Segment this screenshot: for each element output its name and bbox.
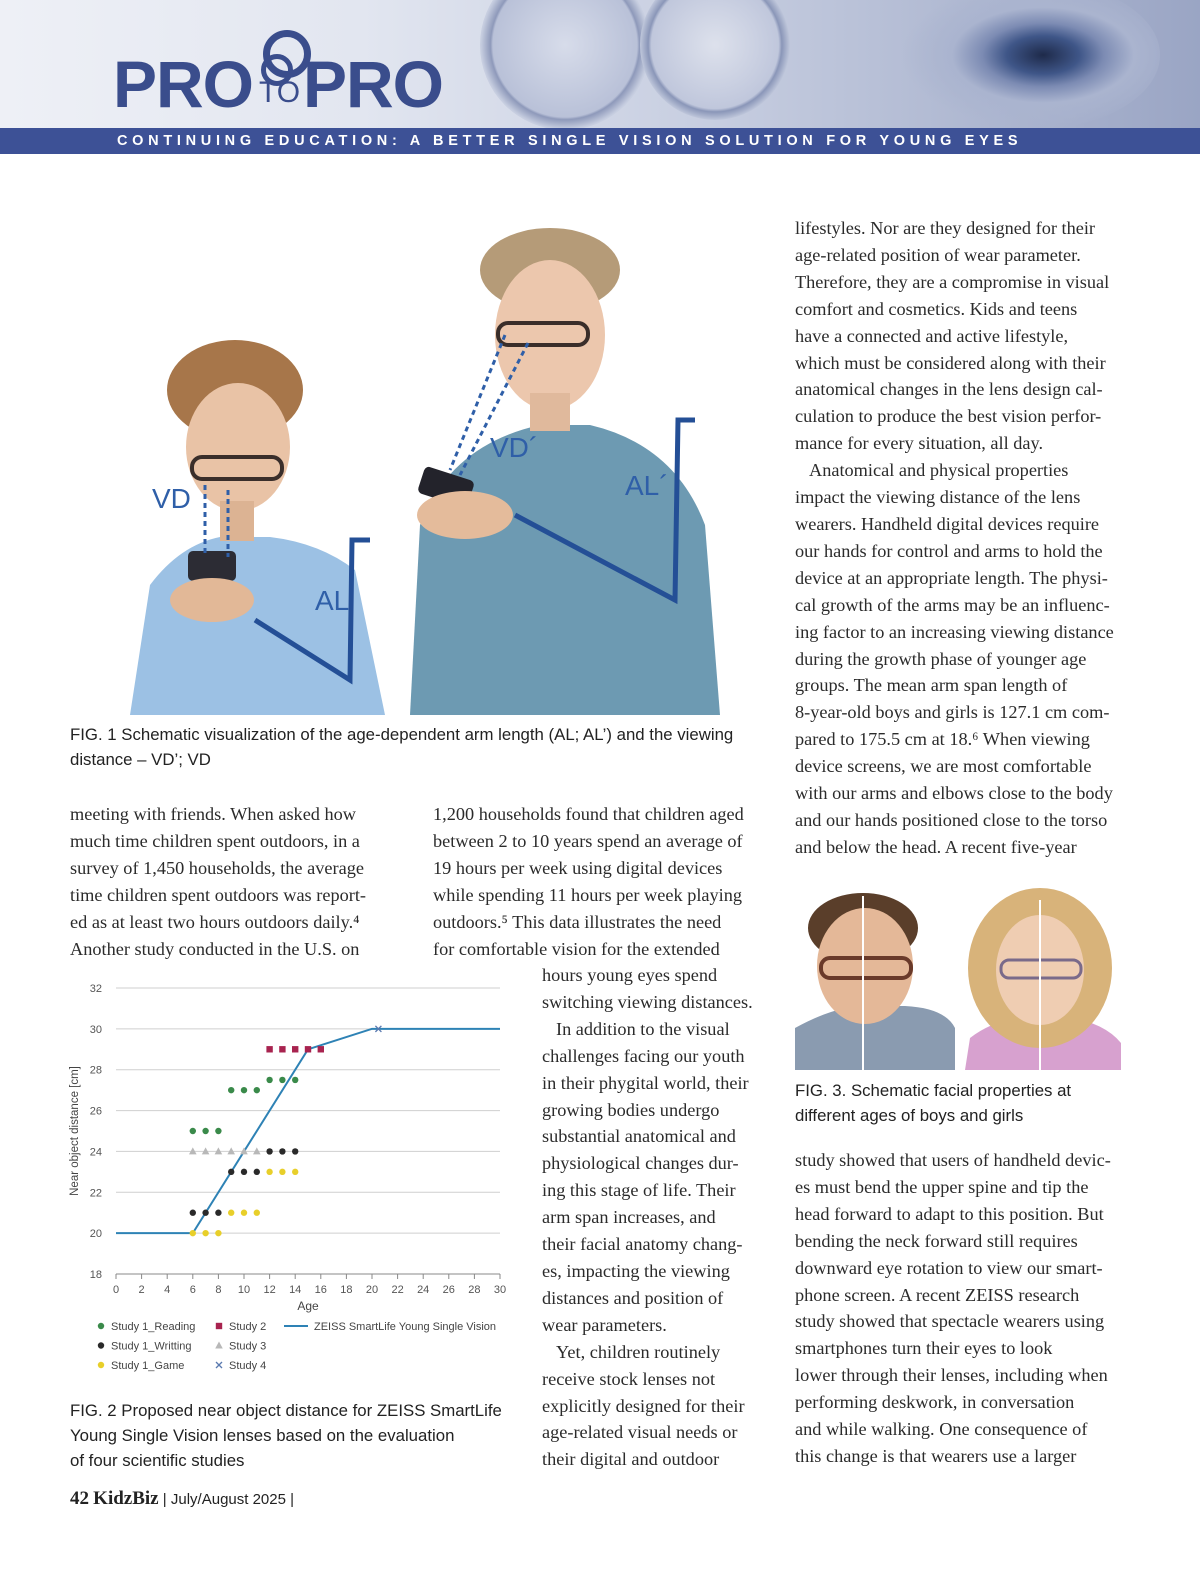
page-footer — [70, 1488, 294, 1510]
data-point — [241, 1087, 247, 1093]
col2-line: switching viewing distances. — [542, 991, 753, 1012]
col3-line: mance for every situation, all day. — [795, 433, 1044, 454]
data-point — [254, 1169, 260, 1175]
col3-line: anatomical changes in the lens design cal- — [795, 379, 1103, 400]
x-tick-label: 12 — [263, 1284, 276, 1296]
data-point — [190, 1128, 196, 1134]
chart-svg — [62, 975, 512, 1395]
data-point — [292, 1169, 298, 1175]
col3-line: pared to 175.5 cm at 18.⁶ When viewing — [795, 729, 1090, 750]
legend-label: Study 1_Writting — [111, 1340, 192, 1353]
fig3-photo — [795, 888, 1121, 1070]
col2-line: ing this stage of life. Their — [542, 1180, 736, 1201]
section-title: CONTINUING EDUCATION: A BETTER SINGLE VISION SOLUTION FOR YOUNG EYES — [117, 133, 1023, 149]
series-line — [116, 1029, 500, 1233]
col1-line: ed as at least two hours outdoors daily.⁴ — [70, 911, 360, 932]
x-tick-label: 20 — [365, 1284, 379, 1296]
column2-text-narrow — [542, 962, 759, 1473]
data-point — [228, 1087, 234, 1093]
boy-face — [817, 908, 913, 1024]
col3-line: and below the head. A recent five-year — [795, 836, 1077, 857]
col2-line: receive stock lenses not — [542, 1368, 716, 1389]
col2-line: between 2 to 10 years spend an average of — [433, 830, 743, 851]
fig3-caption — [795, 1078, 1125, 1128]
col3-line: lifestyles. Nor are they designed for their — [795, 218, 1096, 238]
boy-young-neck — [220, 501, 254, 541]
col2-line: Yet, children routinely — [556, 1341, 721, 1362]
col1-line: Another study conducted in the U.S. on — [70, 938, 360, 959]
y-tick-label: 20 — [89, 1228, 102, 1241]
col3-line: device screens, we are most comfortable — [795, 756, 1092, 777]
col1-line: meeting with friends. When asked how — [70, 804, 357, 824]
col3-line: smartphones turn their eyes to look — [795, 1338, 1053, 1359]
col3-line: groups. The mean arm span length of — [795, 675, 1068, 696]
legend-label: Study 3 — [229, 1340, 267, 1353]
y-tick-label: 18 — [89, 1269, 102, 1281]
col3-line: performing deskwork, in conversation — [795, 1392, 1075, 1413]
data-point — [318, 1046, 324, 1052]
col2-line: for comfortable vision for the extended — [433, 938, 720, 959]
logo-pro-right: PRO — [303, 47, 444, 121]
fig1-label-vd-prime: VD´ — [490, 432, 539, 463]
fig3-caption-line2: different ages of boys and girls — [795, 1106, 1024, 1125]
magazine-name: KidzBiz — [93, 1488, 159, 1509]
column2-text-top — [433, 801, 759, 962]
boy-young-body — [130, 537, 385, 715]
issue-date: July/August 2025 — [170, 1491, 286, 1508]
fig1-photo — [120, 225, 720, 715]
col3-line: culation to produce the best vision perfor- — [795, 406, 1102, 427]
x-tick-label: 2 — [138, 1284, 145, 1296]
column3-text-top — [795, 215, 1122, 861]
data-point — [215, 1230, 221, 1236]
data-point — [190, 1230, 196, 1236]
logo-pro-left: PRO — [113, 47, 254, 121]
legend-marker — [216, 1323, 222, 1329]
fig1-illustration — [120, 225, 720, 715]
data-point — [190, 1210, 196, 1216]
col3-line: and while walking. One consequence of — [795, 1419, 1088, 1440]
fig2-caption — [70, 1398, 530, 1473]
legend-marker — [215, 1342, 223, 1349]
col2-line: In addition to the visual — [556, 1018, 730, 1039]
col2-line: substantial anatomical and — [542, 1126, 736, 1147]
x-tick-label: 30 — [493, 1284, 507, 1296]
fig1-caption — [70, 722, 770, 772]
data-point — [215, 1210, 221, 1216]
col1-line: time children spent outdoors was report- — [70, 884, 366, 905]
fig1-caption-line1: FIG. 1 Schematic visualization of the age-dependent arm length (AL; AL’) and the viewing — [70, 725, 734, 744]
legend-marker — [98, 1323, 104, 1329]
data-point — [305, 1046, 311, 1052]
column1-text — [70, 801, 397, 962]
legend-label: Study 1_Game — [111, 1360, 185, 1372]
data-point — [202, 1128, 208, 1134]
legend-label: Study 1_Reading — [111, 1321, 196, 1333]
data-point — [254, 1087, 260, 1093]
y-tick-label: 32 — [89, 983, 102, 995]
page-number: 42 — [70, 1488, 89, 1509]
fig2-chart — [62, 975, 512, 1395]
footer-divider: | — [162, 1491, 171, 1508]
col3-line: with our arms and elbows close to the body — [795, 783, 1113, 804]
x-tick-label: 28 — [468, 1284, 481, 1296]
chart-grid — [116, 988, 500, 1274]
legend-label: Study 4 — [229, 1360, 267, 1372]
y-axis-label: Near object distance [cm] — [69, 1066, 81, 1196]
col2-line: outdoors.⁵ This data illustrates the need — [433, 911, 722, 932]
col3-line: this change is that wearers use a larger — [795, 1445, 1077, 1466]
fig1-label-vd: VD — [152, 483, 191, 514]
boy-young-hands — [170, 578, 254, 622]
col2-line: hours young eyes spend — [542, 965, 718, 985]
col3-line: impact the viewing distance of the lens — [795, 487, 1081, 508]
y-tick-label: 24 — [89, 1146, 102, 1159]
chart-axes — [69, 983, 506, 1313]
y-tick-label: 30 — [89, 1023, 102, 1036]
col3-line: cal growth of the arms may be an influenc- — [795, 594, 1110, 615]
col3-line: phone screen. A recent ZEISS research — [795, 1284, 1080, 1305]
eye-photo — [900, 0, 1160, 128]
col3-line: lower through their lenses, including when — [795, 1365, 1108, 1386]
col3-line: which must be considered along with their — [795, 352, 1106, 373]
col2-line: age-related visual needs or — [542, 1422, 738, 1443]
data-point — [279, 1148, 285, 1154]
boy-older-neck — [530, 393, 570, 431]
data-point — [254, 1210, 260, 1216]
col3-line: es must bend the upper spine and tip the — [795, 1176, 1089, 1197]
col3-line: and our hands positioned close to the torso — [795, 809, 1108, 830]
fig3-illustration — [795, 888, 1121, 1070]
boy-young-face — [186, 383, 290, 511]
data-point — [241, 1169, 247, 1175]
legend-label: ZEISS SmartLife Young Single Vision — [314, 1321, 497, 1333]
col2-line: distances and position of — [542, 1287, 724, 1308]
data-point — [266, 1077, 272, 1083]
col2-line: their digital and outdoor — [542, 1449, 720, 1470]
data-point — [266, 1148, 272, 1154]
col3-line: study showed that spectacle wearers using — [795, 1311, 1105, 1332]
fig2-caption-line3: of four scientific studies — [70, 1451, 245, 1470]
col2-line: in their phygital world, their — [542, 1072, 749, 1093]
fig3-caption-line1: FIG. 3. Schematic facial properties at — [795, 1081, 1072, 1100]
col3-line: downward eye rotation to view our smart- — [795, 1257, 1103, 1278]
data-point — [202, 1230, 208, 1236]
data-point — [228, 1169, 234, 1175]
col2-line: 1,200 households found that children aged — [433, 804, 744, 824]
x-tick-label: 14 — [289, 1284, 302, 1296]
col2-line: physiological changes dur- — [542, 1153, 739, 1174]
x-tick-label: 4 — [164, 1284, 171, 1296]
col3-line: ing factor to an increasing viewing distance — [795, 621, 1114, 642]
data-point — [279, 1046, 285, 1052]
col3-line: device at an appropriate length. The physi- — [795, 567, 1108, 588]
col3-line: wearers. Handheld digital devices require — [795, 513, 1100, 534]
col3-line: Therefore, they are a compromise in visual — [795, 271, 1110, 292]
legend-marker — [98, 1342, 104, 1348]
col2-line: explicitly designed for their — [542, 1395, 745, 1416]
col3-line: our hands for control and arms to hold the — [795, 540, 1103, 561]
data-point — [266, 1169, 272, 1175]
y-tick-label: 26 — [89, 1105, 102, 1118]
data-point — [279, 1169, 285, 1175]
x-tick-label: 22 — [391, 1284, 404, 1296]
x-tick-label: 6 — [189, 1284, 196, 1296]
col3-line: during the growth phase of younger age — [795, 648, 1087, 669]
x-tick-label: 18 — [340, 1284, 353, 1296]
col3-line: study showed that users of handheld devic- — [795, 1150, 1111, 1170]
col2-line: challenges facing our youth — [542, 1045, 745, 1066]
fig2-caption-line1: FIG. 2 Proposed near object distance for ZEISS SmartLife — [70, 1401, 502, 1420]
col2-line: 19 hours per week using digital devices — [433, 857, 723, 878]
logo-to: TO — [259, 76, 301, 109]
chart-marks — [116, 1026, 500, 1236]
y-tick-label: 22 — [89, 1187, 102, 1200]
data-point — [241, 1210, 247, 1216]
col2-line: while spending 11 hours per week playing — [433, 884, 743, 905]
col2-line: growing bodies undergo — [542, 1099, 720, 1120]
eyewear-photo-lens-left — [480, 0, 650, 128]
data-point — [292, 1148, 298, 1154]
x-tick-label: 26 — [442, 1284, 455, 1296]
col3-line: bending the neck forward still requires — [795, 1230, 1078, 1251]
data-point — [202, 1210, 208, 1216]
col2-line: wear parameters. — [542, 1314, 667, 1335]
fig1-caption-line2: distance – VD’; VD — [70, 750, 211, 769]
col3-line: head forward to adapt to this position. But — [795, 1203, 1104, 1224]
data-point — [279, 1077, 285, 1083]
legend-label: Study 2 — [229, 1321, 267, 1333]
boy-older-hands — [417, 491, 513, 539]
col3-line: age-related position of wear parameter. — [795, 244, 1081, 265]
col3-line: comfort and cosmetics. Kids and teens — [795, 298, 1078, 319]
y-tick-label: 28 — [89, 1064, 102, 1077]
x-tick-label: 24 — [417, 1284, 430, 1296]
data-point — [292, 1077, 298, 1083]
x-tick-label: 16 — [314, 1284, 327, 1296]
data-point — [292, 1046, 298, 1052]
col2-line: their facial anatomy chang- — [542, 1234, 743, 1255]
col3-line: have a connected and active lifestyle, — [795, 325, 1069, 346]
x-tick-label: 0 — [112, 1284, 120, 1296]
footer-divider: | — [290, 1491, 295, 1508]
fig1-label-al: AL — [315, 585, 350, 616]
col1-line: much time children spent outdoors, in a — [70, 830, 360, 851]
data-point — [266, 1046, 272, 1052]
fig1-label-al-prime: AL´ — [625, 470, 669, 501]
x-tick-label: 10 — [237, 1284, 251, 1296]
col2-line: arm span increases, and — [542, 1207, 716, 1228]
legend-marker — [98, 1362, 104, 1368]
col3-line: 8-year-old boys and girls is 127.1 cm com- — [795, 702, 1110, 723]
x-axis-label: Age — [297, 1299, 319, 1313]
data-point — [215, 1128, 221, 1134]
chart-legend — [98, 1321, 496, 1372]
eyewear-photo-lens-right — [640, 0, 790, 120]
col1-line: survey of 1,450 households, the average — [70, 857, 364, 878]
column3-text-bottom — [795, 1147, 1122, 1470]
col2-line: es, impacting the viewing — [542, 1260, 730, 1281]
fig2-caption-line2: Young Single Vision lenses based on the evaluation — [70, 1426, 455, 1445]
data-point — [228, 1210, 234, 1216]
col3-line: Anatomical and physical properties — [809, 460, 1069, 481]
x-tick-label: 8 — [215, 1284, 222, 1296]
